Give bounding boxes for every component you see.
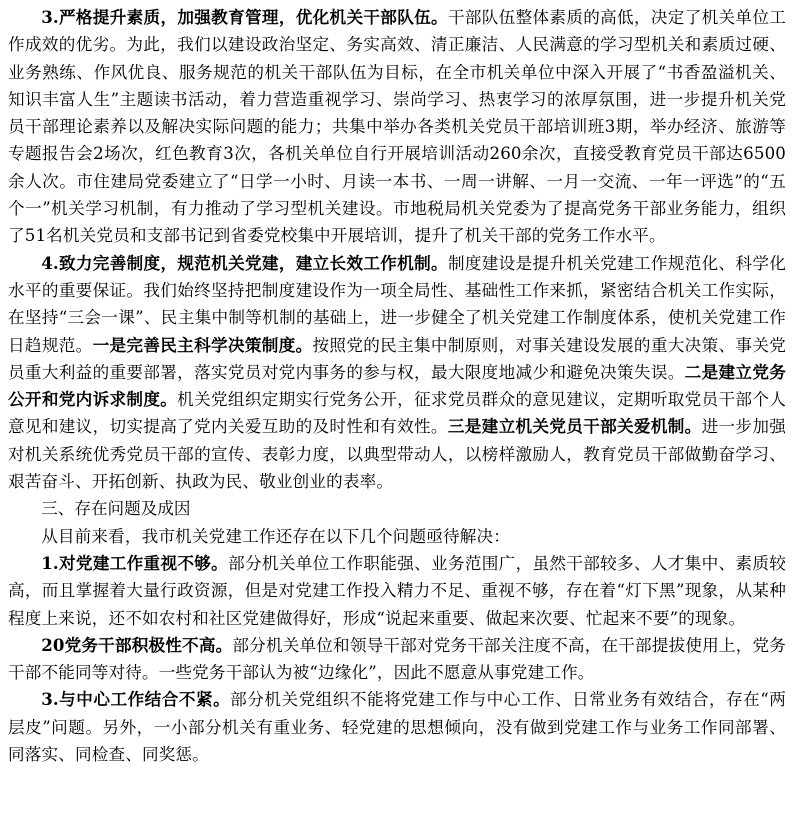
section-intro: 从目前来看，我市机关党建工作还存在以下几个问题亟待解决： [41,526,511,546]
item-4-point-2-heading: 二是建立党务公开和党内诉求制度。 [8,361,786,410]
item-4-point-3-heading: 三是建立机关党员干部关爱机制。 [447,416,702,437]
item-3-body: 干部队伍整体素质的高低，决定了机关单位工作成效的优劣。为此，我们以建设政治坚定、务实高效、清正廉洁、人民满意的学习型机关和素质过硬、业务熟练、作风优良、服务规范的机关干部队伍为目标，在全市机关单位中深入开展了“书香盈溢机关、知识丰富人生”主题读书活动，着力营造重视学习、崇尚学习、热衷学习的浓厚氛围，进一步提升机关党员干部理论素养以及解决实际问题的能力；共集中举办各类机关党员干部培训班3期，举办经济、旅游等专题报告会2场次，红色教育3次，各机关单位自行开展培训活动260余次，直接受教育党员干部达6500余人次。市住建局党委建立了“日学一小时、月读一本书、一周一讲解、一月一交流、一年一评选”的“五个一”机关学习机制，有力推动了学习型机关建设。市地税局机关党委为了提高党务干部业务能力，组织了51名机关党员和支部书记到省委党校集中开展培训，提升了机关干部的党务工作水平。 [8,8,786,246]
problem-item-3 [8,686,786,768]
problem-2-heading: 20党务干部积极性不高。 [41,634,233,655]
problem-1-body: 部分机关单位工作职能强、业务范围广，虽然干部较多、人才集中、素质较高，而且掌握着大量行政资源，但是对党建工作投入精力不足、重视不够，存在着“灯下黑”现象，从某种程度上来说，还不如农村和社区党建做得好，形成“说起来重要、做起来次要、忙起来不要”的现象。 [8,553,786,628]
problem-item-1 [8,550,786,632]
item-3-heading: 3.严格提升素质，加强教育管理，优化机关干部队伍。 [41,7,448,27]
section-heading: 三、存在问题及成因 [41,499,191,519]
problem-3-heading: 3.与中心工作结合不紧。 [41,689,231,710]
item-4-point-1-body: 按照党的民主集中制原则，对事关建设发展的重大决策、事关党员重大利益的重要部署，落实党员对党内事务的参与权，最大限度地减少和避免决策失误。 [8,335,787,382]
item-4-point-3-body: 进一步加强对机关系统优秀党员干部的宣传、表彰力度，以典型带动人，以榜样激励人，教育党员干部做勤奋学习、艰苦奋斗、开拓创新、执政为民、敬业创业的表率。 [8,417,787,492]
problem-2-body: 部分机关单位和领导干部对党务干部关注度不高，在干部提拔使用上，党务干部不能同等对待。一些党务干部认为被“边缘化”，因此不愿意从事党建工作。 [8,635,786,683]
paragraph-item-4 [8,250,786,496]
item-4-point-1-heading: 一是完善民主科学决策制度。 [92,334,313,355]
item-4-heading: 4.致力完善制度，规范机关党建，建立长效工作机制。 [41,252,448,273]
problem-3-body: 部分机关党组织不能将党建工作与中心工作、日常业务有效结合，存在“两层皮”问题。另外，一小部分机关有重业务、轻党建的思想倾向，没有做到党建工作与业务工作同部署、同落实、同检查、同奖惩。 [8,690,786,765]
problem-item-2 [8,632,786,687]
problem-1-heading: 1.对党建工作重视不够。 [41,552,229,573]
item-4-body-intro: 制度建设是提升机关党建工作规范化、科学化水平的重要保证。我们始终坚持把制度建设作为一项全局性、基础性工作来抓，紧密结合机关工作实际，在坚持“三会一课”、民主集中制等机制的基础上，进一步健全了机关党建工作制度体系，使机关党建工作日趋规范。 [8,253,786,355]
paragraph-item-3 [8,4,786,250]
item-4-point-2-body: 机关党组织定期实行党务公开，征求党员群众的意见建议，定期听取党员干部个人意见和建议，切实提高了党内关爱互助的及时性和有效性。 [8,390,786,437]
